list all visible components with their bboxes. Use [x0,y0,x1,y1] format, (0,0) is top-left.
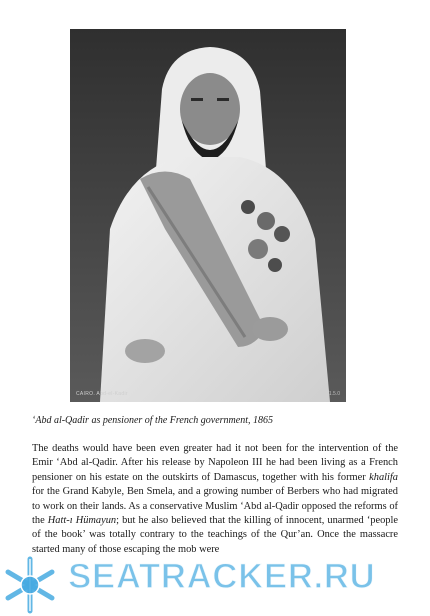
photo-inscription: CAIRO. Abd-el-Kadir [76,391,128,397]
photo-mark: 1.5.0 [328,391,340,397]
portrait-illustration [70,29,346,402]
watermark-text: SEATRACKER.RU [68,557,376,596]
portrait-photo [70,29,346,402]
body-text-part-3: ; but he also believed that the killing of innocent, unarmed ‘people of the book’ was totally contrary to the teachings of the Qur’an. Once the massacre started many of those escaping the mob were [32,515,398,555]
figure-caption: ‘Abd al-Qadir as pensioner of the French government, 1865 [32,415,273,426]
body-text-part-1: The deaths would have been even greater had it not been for the intervention of the Emir ‘Abd al-Qadir. After his release by Napoleon III he had been living as a French pensioner on his estate on the outskirts of Damascus, together with his former [32,443,398,483]
hatt-term: Hatt-ı Hümayun [47,515,117,527]
snowflake-icon [0,553,70,615]
body-text-part-2: for the Grand Kabyle, Ben Smela, and a growing number of Berbers who had migrated to work on their lands. As a conservative Muslim ‘Abd al-Qadir opposed the reforms of the [32,486,398,527]
body-paragraph [32,442,398,557]
khalifa-term: khalifa [369,471,398,483]
watermark [0,553,430,616]
